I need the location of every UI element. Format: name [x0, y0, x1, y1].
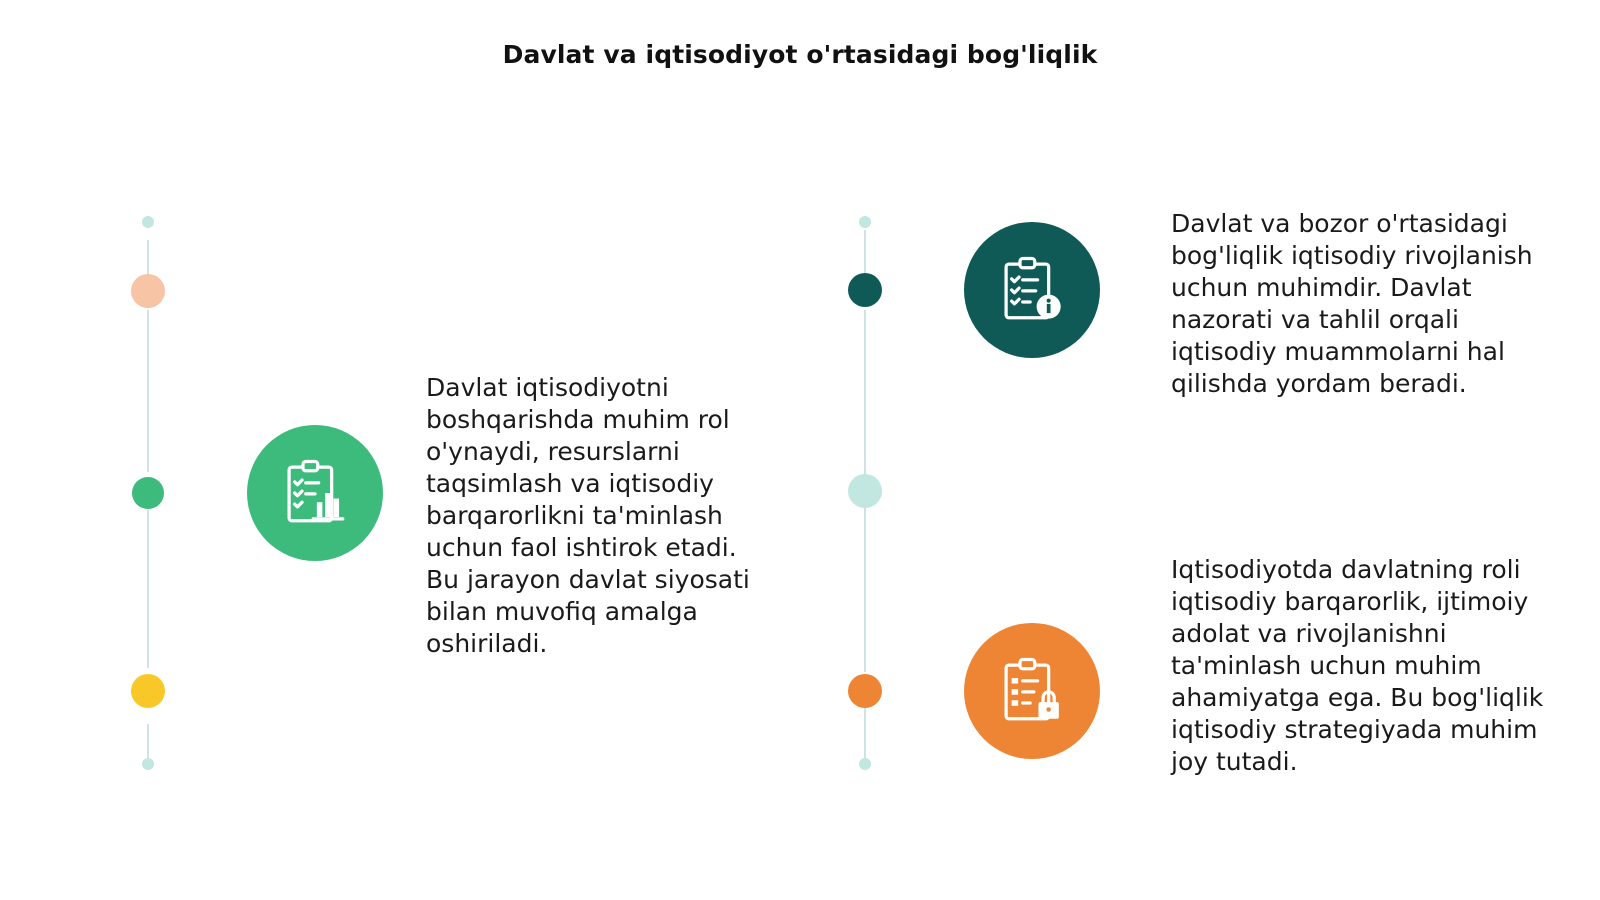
left-timeline-line	[147, 510, 149, 668]
timeline-dot-peach	[131, 274, 165, 308]
timeline-end-dot	[142, 216, 154, 228]
clipboard-info-icon	[964, 222, 1100, 358]
item-text-3: Iqtisodiyotda davlatning roli iqtisodiy barqarorlik, ijtimoiy adolat va rivojlanishni ta'minlash uchun muhim ahamiyatga ega. Bu bog'liqlik iqtisodiy strategiyada muhim joy tutadi.	[1171, 555, 1544, 776]
page-title: Davlat va iqtisodiyot o'rtasidagi bog'liqlik	[502, 40, 1098, 69]
item-text-2: Davlat va bozor o'rtasidagi bog'liqlik iqtisodiy rivojlanish uchun muhimdir. Davlat nazorati va tahlil orqali iqtisodiy muammolarni hal qilishda yordam beradi.	[1171, 209, 1533, 398]
middle-timeline-line	[864, 230, 866, 276]
timeline-dot-mint	[848, 474, 882, 508]
middle-timeline-line	[864, 704, 866, 760]
timeline-end-dot	[859, 758, 871, 770]
timeline-end-dot	[142, 758, 154, 770]
clipboard-lock-icon	[964, 623, 1100, 759]
item-text-1: Davlat iqtisodiyotni boshqarishda muhim rol o'ynaydi, resurslarni taqsimlash va iqtisodiy barqarorlikni ta'minlash uchun faol ishtirok etadi. Bu jarayon davlat siyosati bilan muvofiq amalga oshiriladi.	[426, 373, 750, 658]
timeline-dot-dark-teal	[848, 273, 882, 307]
middle-timeline-line	[864, 310, 866, 476]
left-timeline-line	[147, 240, 149, 280]
left-timeline-line	[147, 310, 149, 472]
timeline-end-dot	[859, 216, 871, 228]
timeline-dot-yellow	[131, 674, 165, 708]
timeline-dot-orange	[848, 674, 882, 708]
timeline-dot-green	[132, 477, 164, 509]
clipboard-chart-icon	[247, 425, 383, 561]
left-timeline-line	[147, 724, 149, 762]
middle-timeline-line	[864, 508, 866, 672]
